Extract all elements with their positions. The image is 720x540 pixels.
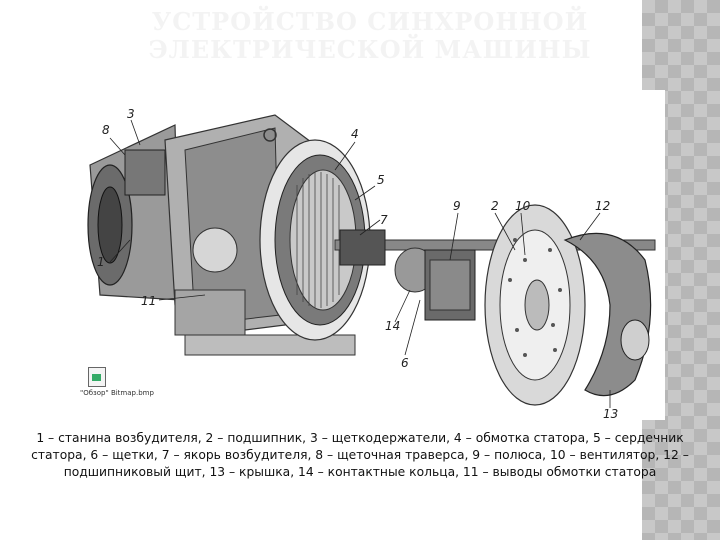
- figure-label: 4: [351, 127, 359, 141]
- figure-label: 12: [595, 199, 611, 213]
- figure-label: 8: [102, 123, 110, 137]
- figure-label: 6: [401, 356, 409, 370]
- figure-caption: 1 – станина возбудителя, 2 – подшипник, 3 – щеткодержатели, 4 – обмотка статора, 5 – сердечник статора, 6 – щетки, 7 – якорь возбудителя, 8 – щеточная траверса, 9 – полюса, 10 – вентилятор, 12 – подшипниковый щит, 13 – крышка, 14 – контактные кольца, 11 – выводы обмотки статора: [31, 431, 689, 479]
- figure-label: 13: [603, 407, 619, 420]
- figure-label: 11: [141, 294, 157, 308]
- slide-title: УСТРОЙСТВО СИНХРОННОЙ ЭЛЕКТРИЧЕСКОЙ МАШИНЫ: [148, 7, 592, 64]
- machine-drawing: [55, 90, 665, 420]
- embedded-bitmap-object[interactable]: [80, 365, 154, 405]
- figure-label: 5: [377, 173, 385, 187]
- embedded-object-label: "Обзор" Bitmap.bmp: [80, 389, 154, 397]
- figure-label: 14: [385, 319, 401, 333]
- bitmap-file-icon: [88, 367, 106, 387]
- figure-label: 3: [127, 107, 135, 121]
- figure-label: 7: [380, 213, 388, 227]
- figure-label: 1: [97, 255, 105, 269]
- figure-label: 9: [453, 199, 461, 213]
- machine-exploded-view-figure: [55, 90, 665, 420]
- figure-label: 2: [491, 199, 499, 213]
- rotor-fan: [485, 205, 585, 405]
- figure-label: 10: [515, 199, 531, 213]
